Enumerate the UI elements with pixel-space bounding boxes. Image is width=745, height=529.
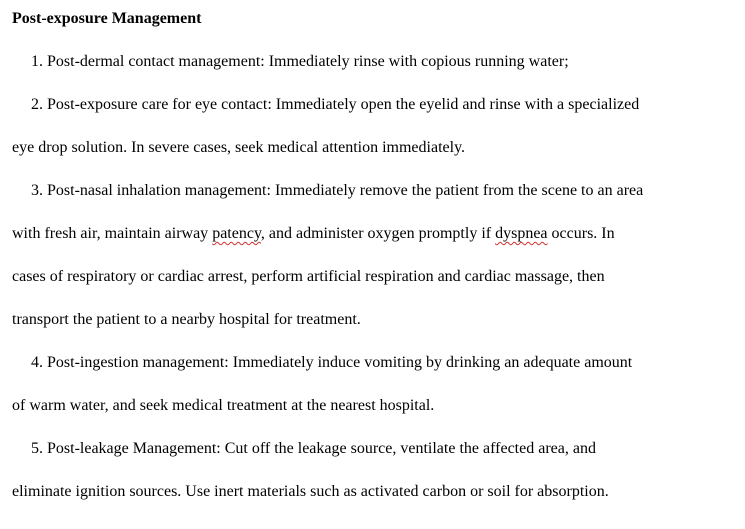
spellcheck-word-dyspnea[interactable]: dyspnea xyxy=(495,225,548,242)
spellcheck-word-patency[interactable]: patency xyxy=(212,225,261,242)
text-segment: , and administer oxygen promptly if xyxy=(260,225,496,242)
list-item-1-line-1: 1. Post-dermal contact management: Immediately rinse with copious running water; xyxy=(31,53,569,70)
list-item-2-line-2: eye drop solution. In severe cases, seek medical attention immediately. xyxy=(12,139,466,156)
section-heading: Post-exposure Management xyxy=(12,10,202,27)
list-item-2-line-1: 2. Post-exposure care for eye contact: Immediately open the eyelid and rinse with a specialized xyxy=(31,96,640,113)
list-item-3-line-2 xyxy=(12,224,615,244)
list-item-3-line-3: cases of respiratory or cardiac arrest, perform artificial respiration and cardiac massage, then xyxy=(12,268,605,285)
text-segment: occurs. In xyxy=(547,225,615,242)
list-item-3-line-1: 3. Post-nasal inhalation management: Immediately remove the patient from the scene to an area xyxy=(31,182,644,199)
list-item-3-line-4: transport the patient to a nearby hospital for treatment. xyxy=(12,311,361,328)
list-item-4-line-2: of warm water, and seek medical treatment at the nearest hospital. xyxy=(12,397,435,414)
text-segment: with fresh air, maintain airway xyxy=(12,225,213,242)
list-item-5-line-1: 5. Post-leakage Management: Cut off the leakage source, ventilate the affected area, and xyxy=(31,440,596,457)
list-item-5-line-2: eliminate ignition sources. Use inert materials such as activated carbon or soil for absorption. xyxy=(12,483,609,500)
list-item-4-line-1: 4. Post-ingestion management: Immediately induce vomiting by drinking an adequate amount xyxy=(31,354,633,371)
